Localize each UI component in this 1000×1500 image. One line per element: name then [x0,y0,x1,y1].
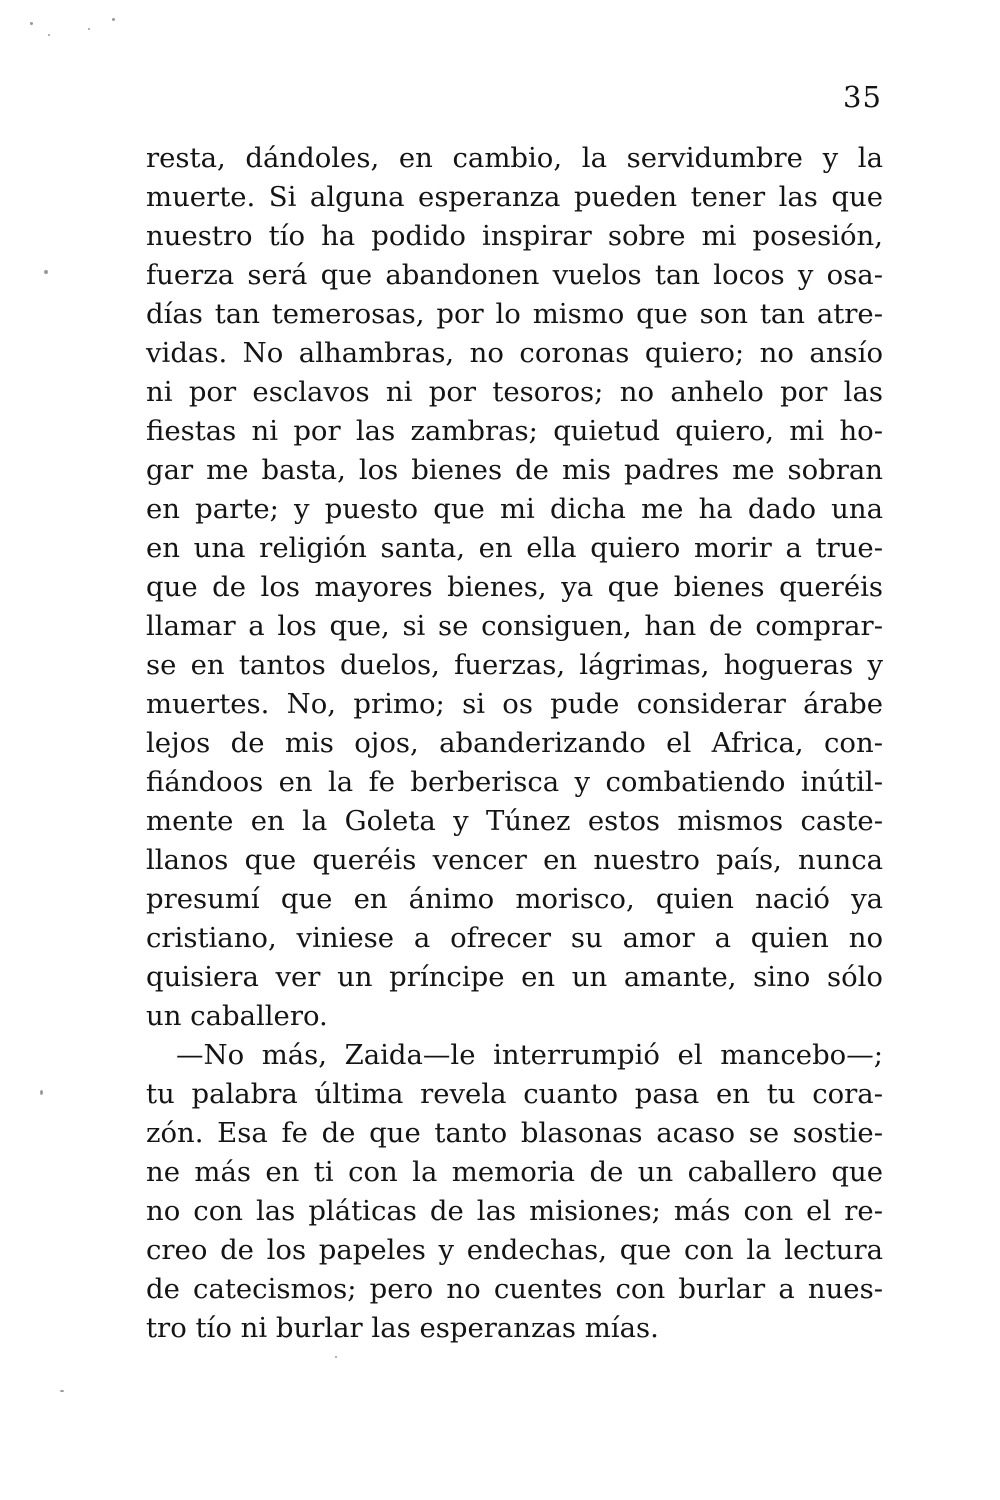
text-line: quisiera ver un príncipe en un amante, sino sólo [146,961,883,993]
text-line: ni por esclavos ni por tesoros; no anhelo por las [146,376,883,408]
scan-speck [335,1356,337,1358]
text-line: zón. Esa fe de que tanto blasonas acaso se sostie- [146,1117,883,1149]
text-line: tu palabra última revela cuanto pasa en tu cora- [146,1078,883,1110]
text-line: muerte. Si alguna esperanza pueden tener las que [146,181,883,213]
text-line: lejos de mis ojos, abanderizando el Africa, con- [146,727,883,759]
text-line: mente en la Goleta y Túnez estos mismos caste- [146,805,883,837]
text-line: fiándoos en la fe berberisca y combatiendo inútil- [146,766,883,798]
scan-speck [48,34,50,36]
text-line: vidas. No alhambras, no coronas quiero; no ansío [146,337,883,369]
text-line: tro tío ni burlar las esperanzas mías. [146,1312,659,1344]
text-line: en parte; y puesto que mi dicha me ha dado una [146,493,883,525]
text-line: resta, dándoles, en cambio, la servidumbre y la [146,142,883,174]
text-line: llanos que queréis vencer en nuestro país, nunca [146,844,883,876]
text-line: llamar a los que, si se consiguen, han de comprar- [146,610,883,642]
scan-speck [40,1090,43,1095]
text-line: ne más en ti con la memoria de un caballero que [146,1156,883,1188]
text-line: —No más, Zaida—le interrumpió el mancebo—; [176,1039,883,1071]
text-line: presumí que en ánimo morisco, quien nació ya [146,883,883,915]
scan-speck [44,270,48,274]
text-line: días tan temerosas, por lo mismo que son tan atre- [146,298,883,330]
text-line: cristiano, viniese a ofrecer su amor a quien no [146,922,883,954]
text-line: se en tantos duelos, fuerzas, lágrimas, hogueras y [146,649,883,681]
text-line: fuerza será que abandonen vuelos tan locos y osa- [146,259,883,291]
text-line: de catecismos; pero no cuentes con burlar a nues- [146,1273,883,1305]
scan-speck [60,1390,64,1392]
scan-speck [30,22,33,25]
scan-speck [88,28,90,30]
page-number: 35 [843,80,882,114]
text-line: que de los mayores bienes, ya que bienes queréis [146,571,883,603]
text-line: nuestro tío ha podido inspirar sobre mi posesión, [146,220,883,252]
text-line: no con las pláticas de las misiones; más con el re- [146,1195,883,1227]
text-line: un caballero. [146,1000,328,1032]
text-line: muertes. No, primo; si os pude considerar árabe [146,688,883,720]
text-line: gar me basta, los bienes de mis padres me sobran [146,454,883,486]
scan-speck [112,18,115,21]
text-line: creo de los papeles y endechas, que con la lectura [146,1234,883,1266]
text-line: fiestas ni por las zambras; quietud quiero, mi ho- [146,415,883,447]
text-line: en una religión santa, en ella quiero morir a true- [146,532,883,564]
